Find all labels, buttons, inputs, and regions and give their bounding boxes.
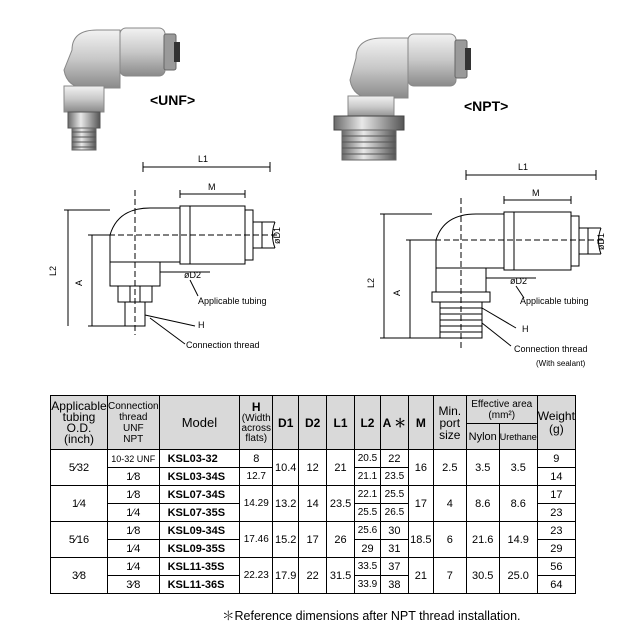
table-row: 1⁄4 1⁄8 KSL07-34S 14.29 13.2 14 23.5 22.1 25.5 17 4 8.6 8.6 17: [51, 486, 576, 504]
col-l2: L2: [355, 396, 381, 450]
unf-dimension-drawing: [40, 150, 300, 365]
col-weight: Weight (g): [537, 396, 575, 450]
svg-text:øD1: øD1: [272, 226, 282, 244]
table-row: 5⁄32 10-32 UNF KSL03-32 8 10.4 12 21 20.5 22 16 2.5 3.5 3.5 9: [51, 450, 576, 468]
col-m: M: [408, 396, 433, 450]
svg-text:L2: L2: [366, 277, 376, 288]
svg-text:A: A: [74, 279, 84, 286]
table-row: 3⁄8 1⁄4 KSL11-35S 22.23 17.9 22 31.5 33.5 37 21 7 30.5 25.0 56: [51, 558, 576, 576]
svg-text:M: M: [532, 188, 540, 198]
svg-text:øD1: øD1: [596, 232, 606, 250]
svg-text:L2: L2: [48, 265, 58, 276]
table-row: 1⁄4 KSL07-35S 25.5 26.5 23: [51, 504, 576, 522]
col-urethane: Urethane: [499, 424, 537, 450]
svg-text:A: A: [392, 289, 402, 296]
svg-text:øD2: øD2: [510, 276, 528, 286]
col-l1: L1: [327, 396, 355, 450]
svg-text:M: M: [208, 182, 216, 192]
svg-text:H: H: [198, 320, 205, 330]
spec-table: [50, 395, 576, 594]
col-model: Model: [159, 396, 240, 450]
col-h: H (Width across flats): [240, 396, 273, 450]
table-row: 1⁄8 KSL03-34S 12.7 21.1 23.5 14: [51, 468, 576, 486]
npt-label: <NPT>: [464, 98, 509, 114]
unf-label: <UNF>: [150, 92, 196, 108]
col-d2: D2: [299, 396, 327, 450]
col-tubing-od: Applicable tubing O.D. (inch): [51, 396, 108, 450]
svg-text:Applicable tubing: Applicable tubing: [198, 296, 267, 306]
col-d1: D1: [273, 396, 299, 450]
col-min-port: Min. port size: [433, 396, 466, 450]
svg-text:øD2: øD2: [184, 270, 202, 280]
table-row: 5⁄16 1⁄8 KSL09-34S 17.46 15.2 17 26 25.6 30 18.5 6 21.6 14.9 23: [51, 522, 576, 540]
col-a: A ＊: [380, 396, 408, 450]
col-effective-area: Effective area (mm²): [466, 396, 537, 424]
svg-text:Connection thread: Connection thread: [186, 340, 260, 350]
npt-dimension-drawing: [366, 158, 626, 378]
table-row: 1⁄4 KSL09-35S 29 31 29: [51, 540, 576, 558]
svg-text:(With sealant): (With sealant): [536, 359, 586, 368]
table-row: 3⁄8 KSL11-36S 33.9 38 64: [51, 576, 576, 594]
svg-text:Connection thread: Connection thread: [514, 344, 588, 354]
svg-text:H: H: [522, 324, 529, 334]
svg-text:L1: L1: [198, 154, 209, 164]
unf-fitting-photo: [42, 20, 192, 160]
svg-text:Applicable tubing: Applicable tubing: [520, 296, 589, 306]
svg-text:L1: L1: [518, 162, 529, 172]
col-nylon: Nylon: [466, 424, 499, 450]
table-footnote: ＊Reference dimensions after NPT thread installation.: [222, 609, 521, 623]
col-connection-thread: Connection thread UNF NPT: [107, 396, 159, 450]
